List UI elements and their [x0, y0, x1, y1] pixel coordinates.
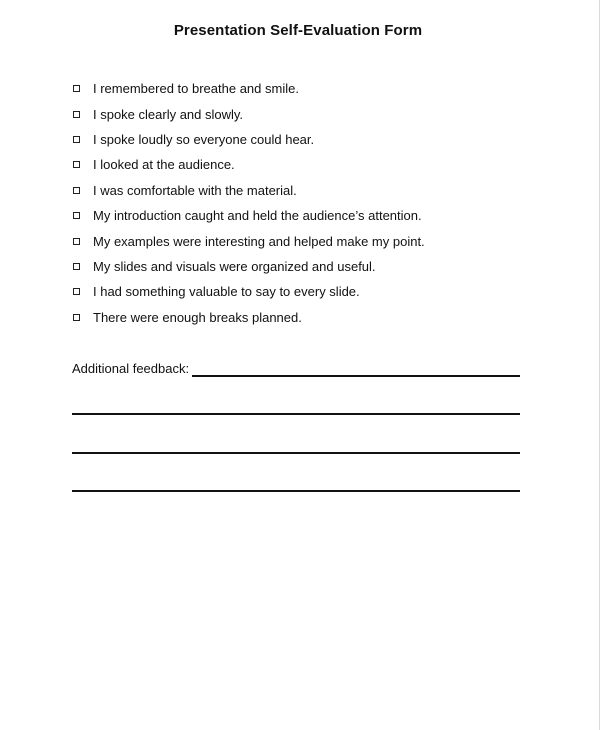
checklist-item-label: I was comfortable with the material. [93, 182, 297, 198]
checklist-item [72, 254, 425, 279]
checkbox-icon[interactable] [73, 85, 80, 92]
checklist-item-label: My introduction caught and held the audience’s attention. [93, 208, 422, 224]
evaluation-checklist [72, 76, 425, 330]
form-title: Presentation Self-Evaluation Form [173, 22, 423, 39]
checklist-item [72, 178, 425, 203]
checklist-item-label: I had something valuable to say to every slide. [93, 284, 360, 300]
checkbox-icon[interactable] [73, 238, 80, 245]
checkbox-icon[interactable] [73, 314, 80, 321]
checkbox-icon[interactable] [73, 161, 80, 168]
checkbox-icon[interactable] [73, 212, 80, 219]
checklist-item [72, 279, 425, 304]
checkbox-icon[interactable] [73, 187, 80, 194]
feedback-line[interactable] [72, 452, 520, 454]
checklist-item-label: I spoke loudly so everyone could hear. [93, 131, 315, 147]
checklist-item-label: I spoke clearly and slowly. [93, 106, 244, 122]
feedback-line[interactable] [192, 375, 520, 377]
checklist-item-label: My examples were interesting and helped make my point. [93, 233, 425, 249]
checklist-item [72, 101, 425, 126]
checklist-item [72, 76, 425, 101]
checklist-item [72, 305, 425, 330]
checkbox-icon[interactable] [73, 111, 80, 118]
checklist-item-label: I looked at the audience. [93, 157, 235, 173]
additional-feedback-label: Additional feedback: [72, 361, 190, 376]
checklist-item [72, 127, 425, 152]
checklist-item-label: My slides and visuals were organized and useful. [93, 258, 376, 274]
checklist-item-label: There were enough breaks planned. [93, 309, 302, 325]
checklist-item-label: I remembered to breathe and smile. [93, 81, 299, 97]
checklist-item [72, 228, 425, 253]
checkbox-icon[interactable] [73, 263, 80, 270]
feedback-line[interactable] [72, 413, 520, 415]
checkbox-icon[interactable] [73, 288, 80, 295]
checklist-item [72, 203, 425, 228]
feedback-line[interactable] [72, 490, 520, 492]
checklist-item [72, 152, 425, 177]
checkbox-icon[interactable] [73, 136, 80, 143]
